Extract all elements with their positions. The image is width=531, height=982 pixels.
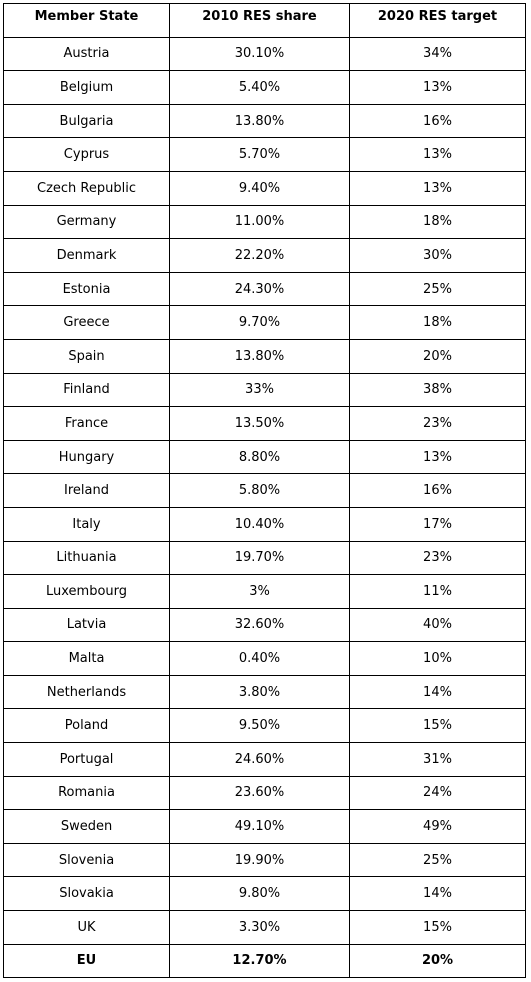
res-share-2010-cell: 24.60% — [170, 743, 350, 777]
member-state-cell: Italy — [4, 507, 170, 541]
res-target-2020-cell: 23% — [350, 407, 526, 441]
table-row — [4, 37, 526, 71]
res-share-2010-cell: 22.20% — [170, 239, 350, 273]
res-share-2010-cell: 3% — [170, 575, 350, 609]
table-row — [4, 541, 526, 575]
table-row — [4, 138, 526, 172]
res-target-2020-cell: 11% — [350, 575, 526, 609]
header-row — [4, 4, 526, 38]
table-row — [4, 104, 526, 138]
res-target-2020-cell: 18% — [350, 205, 526, 239]
total-row — [4, 944, 526, 978]
total-res-share-2010-cell: 12.70% — [170, 944, 350, 978]
table-row — [4, 239, 526, 273]
member-state-cell: Lithuania — [4, 541, 170, 575]
member-state-cell: Slovenia — [4, 843, 170, 877]
res-target-2020-cell: 13% — [350, 138, 526, 172]
table-row — [4, 339, 526, 373]
table-row — [4, 507, 526, 541]
member-state-cell: Estonia — [4, 272, 170, 306]
total-res-target-2020-cell: 20% — [350, 944, 526, 978]
res-share-2010-cell: 9.50% — [170, 709, 350, 743]
res-share-2010-cell: 3.30% — [170, 911, 350, 945]
res-share-2010-cell: 0.40% — [170, 642, 350, 676]
total-member-state-cell: EU — [4, 944, 170, 978]
res-share-2010-cell: 19.70% — [170, 541, 350, 575]
res-target-2020-cell: 24% — [350, 776, 526, 810]
res-share-2010-cell: 33% — [170, 373, 350, 407]
member-state-cell: Ireland — [4, 474, 170, 508]
res-share-2010-cell: 32.60% — [170, 608, 350, 642]
res-share-2010-cell: 19.90% — [170, 843, 350, 877]
table-row — [4, 373, 526, 407]
table-row — [4, 575, 526, 609]
res-share-2010-cell: 9.70% — [170, 306, 350, 340]
res-target-2020-cell: 15% — [350, 709, 526, 743]
table-row — [4, 911, 526, 945]
res-target-2020-cell: 20% — [350, 339, 526, 373]
table-row — [4, 171, 526, 205]
res-target-2020-cell: 18% — [350, 306, 526, 340]
res-target-2020-cell: 13% — [350, 171, 526, 205]
member-state-cell: Malta — [4, 642, 170, 676]
table-row — [4, 71, 526, 105]
table-row — [4, 407, 526, 441]
member-state-cell: Denmark — [4, 239, 170, 273]
member-state-cell: Luxembourg — [4, 575, 170, 609]
res-share-2010-cell: 24.30% — [170, 272, 350, 306]
member-state-cell: Greece — [4, 306, 170, 340]
member-state-cell: Poland — [4, 709, 170, 743]
res-share-2010-cell: 10.40% — [170, 507, 350, 541]
member-state-cell: Finland — [4, 373, 170, 407]
res-share-2010-cell: 5.80% — [170, 474, 350, 508]
table-row — [4, 440, 526, 474]
res-share-2010-cell: 49.10% — [170, 810, 350, 844]
member-state-cell: Germany — [4, 205, 170, 239]
res-target-2020-cell: 40% — [350, 608, 526, 642]
res-target-2020-cell: 16% — [350, 474, 526, 508]
member-state-cell: Portugal — [4, 743, 170, 777]
member-state-cell: Latvia — [4, 608, 170, 642]
res-share-2010-cell: 30.10% — [170, 37, 350, 71]
res-share-2010-cell: 5.40% — [170, 71, 350, 105]
res-target-2020-cell: 15% — [350, 911, 526, 945]
table-row — [4, 272, 526, 306]
member-state-cell: Bulgaria — [4, 104, 170, 138]
table-row — [4, 675, 526, 709]
res-table — [3, 3, 526, 978]
res-target-2020-cell: 14% — [350, 877, 526, 911]
res-share-2010-cell: 13.50% — [170, 407, 350, 441]
res-share-2010-cell: 13.80% — [170, 339, 350, 373]
res-target-2020-cell: 13% — [350, 71, 526, 105]
member-state-cell: UK — [4, 911, 170, 945]
res-target-2020-cell: 34% — [350, 37, 526, 71]
member-state-cell: France — [4, 407, 170, 441]
res-target-2020-cell: 25% — [350, 272, 526, 306]
table-row — [4, 608, 526, 642]
res-target-2020-cell: 14% — [350, 675, 526, 709]
header-2020-res-target: 2020 RES target — [350, 4, 526, 38]
header-member-state: Member State — [4, 4, 170, 38]
res-share-2010-cell: 11.00% — [170, 205, 350, 239]
res-target-2020-cell: 16% — [350, 104, 526, 138]
table-row — [4, 810, 526, 844]
res-target-2020-cell: 10% — [350, 642, 526, 676]
member-state-cell: Cyprus — [4, 138, 170, 172]
res-target-2020-cell: 38% — [350, 373, 526, 407]
res-target-2020-cell: 17% — [350, 507, 526, 541]
member-state-cell: Romania — [4, 776, 170, 810]
table-row — [4, 877, 526, 911]
res-share-2010-cell: 5.70% — [170, 138, 350, 172]
member-state-cell: Sweden — [4, 810, 170, 844]
table-row — [4, 205, 526, 239]
res-share-2010-cell: 3.80% — [170, 675, 350, 709]
res-target-2020-cell: 31% — [350, 743, 526, 777]
table-row — [4, 642, 526, 676]
res-share-2010-cell: 9.40% — [170, 171, 350, 205]
table-body — [4, 37, 526, 978]
res-share-2010-cell: 8.80% — [170, 440, 350, 474]
table-row — [4, 843, 526, 877]
res-share-2010-cell: 9.80% — [170, 877, 350, 911]
member-state-cell: Austria — [4, 37, 170, 71]
header-2010-res-share: 2010 RES share — [170, 4, 350, 38]
res-target-2020-cell: 25% — [350, 843, 526, 877]
table-row — [4, 306, 526, 340]
res-share-2010-cell: 13.80% — [170, 104, 350, 138]
member-state-cell: Slovakia — [4, 877, 170, 911]
res-target-2020-cell: 49% — [350, 810, 526, 844]
member-state-cell: Netherlands — [4, 675, 170, 709]
res-target-2020-cell: 23% — [350, 541, 526, 575]
res-target-2020-cell: 13% — [350, 440, 526, 474]
member-state-cell: Czech Republic — [4, 171, 170, 205]
table-row — [4, 743, 526, 777]
table-row — [4, 474, 526, 508]
table-row — [4, 776, 526, 810]
member-state-cell: Spain — [4, 339, 170, 373]
res-share-2010-cell: 23.60% — [170, 776, 350, 810]
member-state-cell: Belgium — [4, 71, 170, 105]
table-row — [4, 709, 526, 743]
table-header — [4, 4, 526, 38]
member-state-cell: Hungary — [4, 440, 170, 474]
res-target-2020-cell: 30% — [350, 239, 526, 273]
